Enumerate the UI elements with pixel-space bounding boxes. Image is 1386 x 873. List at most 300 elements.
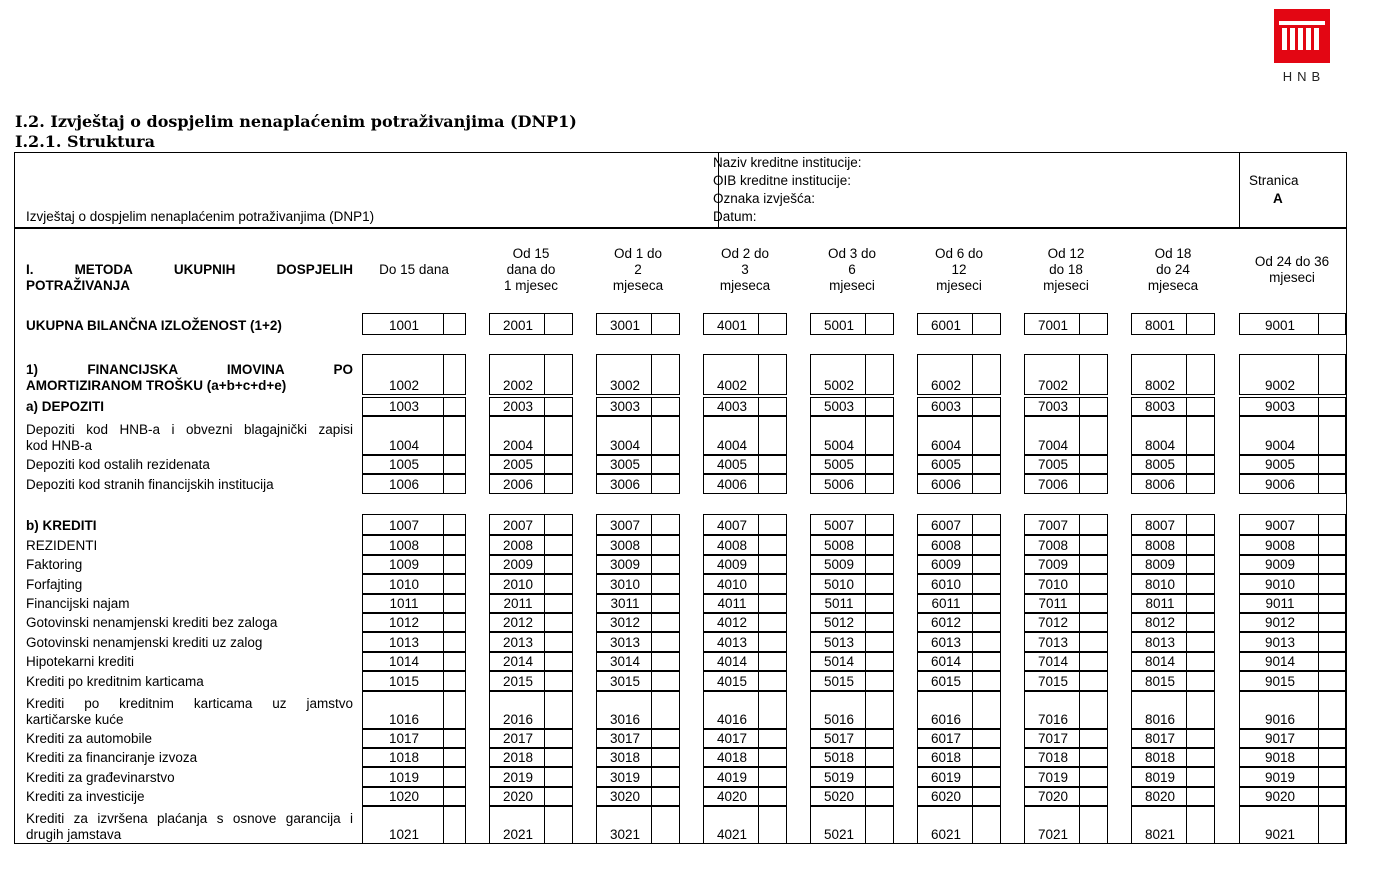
value-cell[interactable] <box>810 671 894 691</box>
value-cell[interactable] <box>1131 613 1215 632</box>
value-cell[interactable] <box>1239 416 1346 455</box>
value-cell[interactable] <box>703 474 787 494</box>
value-cell[interactable] <box>596 806 680 844</box>
item-code: 4002 <box>716 378 748 393</box>
value-cell[interactable] <box>703 416 787 455</box>
cell-divider <box>1318 355 1319 394</box>
value-cell[interactable] <box>810 691 894 729</box>
item-code: 7021 <box>1037 827 1069 842</box>
item-code: 3012 <box>609 615 641 630</box>
value-cell[interactable] <box>703 397 787 416</box>
cell-divider <box>758 730 759 747</box>
item-code: 3009 <box>609 557 641 572</box>
value-cell[interactable] <box>489 574 573 594</box>
value-cell[interactable] <box>1024 748 1108 767</box>
item-code: 5012 <box>823 615 855 630</box>
value-cell[interactable] <box>1024 313 1108 335</box>
item-code: 8011 <box>1145 596 1175 611</box>
value-cell[interactable] <box>596 748 680 767</box>
row-label-line: Krediti po kreditnim karticama uz jamstvo <box>26 696 353 711</box>
value-cell[interactable] <box>1239 691 1346 729</box>
value-cell[interactable] <box>362 455 466 474</box>
item-code: 6016 <box>930 712 962 727</box>
value-cell[interactable] <box>917 632 1001 652</box>
value-cell[interactable] <box>489 671 573 691</box>
value-cell[interactable] <box>810 313 894 335</box>
value-cell[interactable] <box>917 555 1001 574</box>
item-code: 7017 <box>1037 731 1069 746</box>
value-cell[interactable] <box>1131 691 1215 729</box>
value-cell[interactable] <box>917 767 1001 787</box>
value-cell[interactable] <box>1024 806 1108 844</box>
item-code: 1019 <box>388 770 420 785</box>
value-cell[interactable] <box>489 354 573 395</box>
cell-divider <box>758 749 759 766</box>
cell-divider <box>758 633 759 651</box>
value-cell[interactable] <box>703 767 787 787</box>
cell-divider <box>544 417 545 454</box>
cell-divider <box>651 807 652 843</box>
value-cell[interactable] <box>1024 671 1108 691</box>
value-cell[interactable] <box>1239 748 1346 767</box>
item-code: 5002 <box>823 378 855 393</box>
value-cell[interactable] <box>703 354 787 395</box>
row-label-line: UKUPNA BILANČNA IZLOŽENOST (1+2) <box>26 318 282 333</box>
value-cell[interactable] <box>703 555 787 574</box>
item-code: 2001 <box>502 318 534 333</box>
value-cell[interactable] <box>917 455 1001 474</box>
item-code: 3020 <box>609 789 641 804</box>
row-label-line: REZIDENTI <box>26 538 98 553</box>
column-header <box>685 246 805 294</box>
value-cell[interactable] <box>362 397 466 416</box>
cell-divider <box>1318 768 1319 786</box>
value-cell[interactable] <box>362 691 466 729</box>
value-cell[interactable] <box>596 632 680 652</box>
value-cell[interactable] <box>489 594 573 613</box>
cell-divider <box>651 556 652 573</box>
value-cell[interactable] <box>1239 632 1346 652</box>
value-cell[interactable] <box>1024 574 1108 594</box>
oib-label: OIB kreditne institucije: <box>713 173 852 188</box>
value-cell[interactable] <box>362 416 466 455</box>
value-cell[interactable] <box>1131 632 1215 652</box>
value-cell[interactable] <box>596 313 680 335</box>
row-label-line: Hipotekarni krediti <box>26 654 135 669</box>
column-header-line: Od 12 <box>1047 246 1085 261</box>
value-cell[interactable] <box>1131 555 1215 574</box>
cell-divider <box>651 456 652 473</box>
cell-divider <box>1318 730 1319 747</box>
cell-divider <box>972 475 973 493</box>
value-cell[interactable] <box>810 652 894 671</box>
value-cell[interactable] <box>703 455 787 474</box>
value-cell[interactable] <box>1239 767 1346 787</box>
item-code: 7012 <box>1037 615 1069 630</box>
item-code: 6010 <box>930 577 962 592</box>
value-cell[interactable] <box>1024 535 1108 555</box>
value-cell[interactable] <box>489 535 573 555</box>
value-cell[interactable] <box>1131 787 1215 806</box>
value-cell[interactable] <box>810 474 894 494</box>
value-cell[interactable] <box>362 514 466 535</box>
item-code: 2006 <box>502 477 534 492</box>
row-label-line: Depoziti kod HNB-a i obvezni blagajnički zapisi <box>26 422 353 437</box>
cell-divider <box>1318 595 1319 612</box>
value-cell[interactable] <box>703 748 787 767</box>
value-cell[interactable] <box>703 574 787 594</box>
value-cell[interactable] <box>362 535 466 555</box>
value-cell[interactable] <box>917 594 1001 613</box>
value-cell[interactable] <box>596 613 680 632</box>
value-cell[interactable] <box>917 514 1001 535</box>
value-cell[interactable] <box>917 729 1001 748</box>
value-cell[interactable] <box>703 652 787 671</box>
column-header-line: do 18 <box>1049 262 1083 277</box>
item-code: 3008 <box>609 538 641 553</box>
value-cell[interactable] <box>1024 729 1108 748</box>
value-cell[interactable] <box>1024 767 1108 787</box>
value-cell[interactable] <box>1131 671 1215 691</box>
institution-name-label: Naziv kreditne institucije: <box>713 155 862 170</box>
value-cell[interactable] <box>810 729 894 748</box>
row-label <box>26 789 353 805</box>
value-cell[interactable] <box>1131 474 1215 494</box>
value-cell[interactable] <box>489 729 573 748</box>
item-code: 5013 <box>823 635 855 650</box>
value-cell[interactable] <box>489 652 573 671</box>
cell-divider <box>651 692 652 728</box>
value-cell[interactable] <box>489 806 573 844</box>
item-code: 6006 <box>930 477 962 492</box>
value-cell[interactable] <box>489 691 573 729</box>
cell-divider <box>972 768 973 786</box>
value-cell[interactable] <box>917 397 1001 416</box>
value-cell[interactable] <box>1024 613 1108 632</box>
value-cell[interactable] <box>1239 806 1346 844</box>
value-cell[interactable] <box>810 632 894 652</box>
value-cell[interactable] <box>489 416 573 455</box>
value-cell[interactable] <box>810 455 894 474</box>
item-code: 7007 <box>1037 518 1069 533</box>
value-cell[interactable] <box>917 416 1001 455</box>
value-cell[interactable] <box>1239 555 1346 574</box>
value-cell[interactable] <box>917 354 1001 395</box>
value-cell[interactable] <box>810 613 894 632</box>
value-cell[interactable] <box>596 535 680 555</box>
item-code: 6009 <box>930 557 962 572</box>
value-cell[interactable] <box>489 455 573 474</box>
value-cell[interactable] <box>596 397 680 416</box>
value-cell[interactable] <box>596 416 680 455</box>
cell-divider <box>544 672 545 690</box>
row-label-line: Krediti za izvršena plaćanja s osnove garancija i <box>26 811 353 826</box>
value-cell[interactable] <box>596 574 680 594</box>
item-code: 7008 <box>1037 538 1069 553</box>
cell-divider <box>651 536 652 554</box>
value-cell[interactable] <box>1239 313 1346 335</box>
value-cell[interactable] <box>810 574 894 594</box>
row-label-line: Krediti po kreditnim karticama <box>26 674 204 689</box>
row-label-line: Depoziti kod ostalih rezidenata <box>26 457 210 472</box>
value-cell[interactable] <box>362 632 466 652</box>
cell-divider <box>865 807 866 843</box>
value-cell[interactable] <box>362 613 466 632</box>
item-code: 3015 <box>609 674 641 689</box>
value-cell[interactable] <box>1131 748 1215 767</box>
value-cell[interactable] <box>362 574 466 594</box>
item-code: 2021 <box>502 827 534 842</box>
value-cell[interactable] <box>703 632 787 652</box>
value-cell[interactable] <box>362 729 466 748</box>
value-cell[interactable] <box>1239 574 1346 594</box>
value-cell[interactable] <box>596 729 680 748</box>
cell-divider <box>443 515 444 534</box>
cell-divider <box>972 633 973 651</box>
value-cell[interactable] <box>1131 416 1215 455</box>
cell-divider <box>443 633 444 651</box>
value-cell[interactable] <box>596 474 680 494</box>
value-cell[interactable] <box>596 652 680 671</box>
value-cell[interactable] <box>489 474 573 494</box>
item-code: 1012 <box>388 615 420 630</box>
value-cell[interactable] <box>1239 535 1346 555</box>
value-cell[interactable] <box>917 574 1001 594</box>
value-cell[interactable] <box>810 594 894 613</box>
value-cell[interactable] <box>1131 729 1215 748</box>
cell-divider <box>1318 807 1319 843</box>
item-code: 5021 <box>823 827 855 842</box>
value-cell[interactable] <box>703 729 787 748</box>
value-cell[interactable] <box>810 748 894 767</box>
item-code: 9013 <box>1264 635 1296 650</box>
cell-divider <box>1186 768 1187 786</box>
value-cell[interactable] <box>917 787 1001 806</box>
item-code: 6003 <box>930 399 962 414</box>
value-cell[interactable] <box>1024 632 1108 652</box>
value-cell[interactable] <box>917 806 1001 844</box>
cell-divider <box>1318 575 1319 593</box>
value-cell[interactable] <box>489 514 573 535</box>
value-cell[interactable] <box>1024 514 1108 535</box>
value-cell[interactable] <box>596 691 680 729</box>
value-cell[interactable] <box>917 535 1001 555</box>
value-cell[interactable] <box>596 354 680 395</box>
item-code: 1020 <box>388 789 420 804</box>
value-cell[interactable] <box>1239 397 1346 416</box>
cell-divider <box>1318 614 1319 631</box>
value-cell[interactable] <box>1024 455 1108 474</box>
row-label-line: kod HNB-a <box>26 438 93 453</box>
value-cell[interactable] <box>489 555 573 574</box>
value-cell[interactable] <box>1024 555 1108 574</box>
value-cell[interactable] <box>703 594 787 613</box>
value-cell[interactable] <box>489 397 573 416</box>
value-cell[interactable] <box>810 806 894 844</box>
value-cell[interactable] <box>489 787 573 806</box>
value-cell[interactable] <box>1131 397 1215 416</box>
section-title: I.2. Izvještaj o dospjelim nenaplaćenim potraživanjima (DNP1) <box>15 112 577 131</box>
cell-divider <box>1079 768 1080 786</box>
value-cell[interactable] <box>362 671 466 691</box>
value-cell[interactable] <box>810 354 894 395</box>
item-code: 1005 <box>388 457 420 472</box>
value-cell[interactable] <box>810 787 894 806</box>
item-code: 2016 <box>502 712 534 727</box>
cell-divider <box>865 730 866 747</box>
value-cell[interactable] <box>596 594 680 613</box>
cell-divider <box>972 575 973 593</box>
value-cell[interactable] <box>489 748 573 767</box>
value-cell[interactable] <box>489 313 573 335</box>
value-cell[interactable] <box>362 748 466 767</box>
cell-divider <box>865 575 866 593</box>
value-cell[interactable] <box>1024 354 1108 395</box>
item-code: 1021 <box>388 827 420 842</box>
row-label <box>26 731 353 747</box>
value-cell[interactable] <box>1024 474 1108 494</box>
cell-divider <box>651 314 652 334</box>
item-code: 6015 <box>930 674 962 689</box>
item-code: 7009 <box>1037 557 1069 572</box>
value-cell[interactable] <box>1131 535 1215 555</box>
value-cell[interactable] <box>1239 729 1346 748</box>
value-cell[interactable] <box>362 354 466 395</box>
value-cell[interactable] <box>596 555 680 574</box>
value-cell[interactable] <box>1024 594 1108 613</box>
item-code: 3005 <box>609 457 641 472</box>
value-cell[interactable] <box>703 671 787 691</box>
value-cell[interactable] <box>489 632 573 652</box>
value-cell[interactable] <box>703 613 787 632</box>
report-code-label: Oznaka izvješća: <box>713 191 816 206</box>
item-code: 7014 <box>1037 654 1069 669</box>
cell-divider <box>865 475 866 493</box>
cell-divider <box>544 556 545 573</box>
item-code: 9017 <box>1264 731 1296 746</box>
value-cell[interactable] <box>1239 455 1346 474</box>
value-cell[interactable] <box>1239 652 1346 671</box>
value-cell[interactable] <box>362 555 466 574</box>
value-cell[interactable] <box>1024 652 1108 671</box>
value-cell[interactable] <box>1131 652 1215 671</box>
value-cell[interactable] <box>1239 613 1346 632</box>
value-cell[interactable] <box>362 652 466 671</box>
row-label <box>26 422 353 454</box>
value-cell[interactable] <box>810 397 894 416</box>
cell-divider <box>651 768 652 786</box>
value-cell[interactable] <box>917 474 1001 494</box>
row-label <box>26 654 353 670</box>
value-cell[interactable] <box>362 474 466 494</box>
value-cell[interactable] <box>810 514 894 535</box>
value-cell[interactable] <box>810 767 894 787</box>
item-code: 8018 <box>1144 750 1176 765</box>
value-cell[interactable] <box>1131 514 1215 535</box>
item-code: 8019 <box>1144 770 1176 785</box>
value-cell[interactable] <box>917 652 1001 671</box>
value-cell[interactable] <box>703 691 787 729</box>
value-cell[interactable] <box>1131 354 1215 395</box>
value-cell[interactable] <box>917 613 1001 632</box>
value-cell[interactable] <box>489 767 573 787</box>
item-code: 4005 <box>716 457 748 472</box>
value-cell[interactable] <box>1239 514 1346 535</box>
cell-divider <box>1186 595 1187 612</box>
value-cell[interactable] <box>810 416 894 455</box>
value-cell[interactable] <box>1131 574 1215 594</box>
value-cell[interactable] <box>1024 416 1108 455</box>
value-cell[interactable] <box>596 787 680 806</box>
hnb-logo-text: HNB <box>1282 69 1326 84</box>
value-cell[interactable] <box>917 691 1001 729</box>
row-label <box>26 518 353 534</box>
value-cell[interactable] <box>917 748 1001 767</box>
value-cell[interactable] <box>917 671 1001 691</box>
cell-divider <box>443 475 444 493</box>
value-cell[interactable] <box>810 535 894 555</box>
value-cell[interactable] <box>1131 594 1215 613</box>
cell-divider <box>443 556 444 573</box>
item-code: 5011 <box>824 596 854 611</box>
cell-divider <box>972 749 973 766</box>
cell-divider <box>972 595 973 612</box>
cell-divider <box>1079 314 1080 334</box>
value-cell[interactable] <box>1131 767 1215 787</box>
column-header <box>578 246 698 294</box>
value-cell[interactable] <box>362 806 466 844</box>
cell-divider <box>1318 672 1319 690</box>
value-cell[interactable] <box>596 455 680 474</box>
value-cell[interactable] <box>1131 806 1215 844</box>
value-cell[interactable] <box>362 767 466 787</box>
value-cell[interactable] <box>703 313 787 335</box>
item-code: 6005 <box>930 457 962 472</box>
page-value: A <box>1273 191 1283 206</box>
value-cell[interactable] <box>1239 671 1346 691</box>
report-header-box <box>14 152 1347 228</box>
value-cell[interactable] <box>1239 474 1346 494</box>
value-cell[interactable] <box>1131 313 1215 335</box>
value-cell[interactable] <box>1239 787 1346 806</box>
value-cell[interactable] <box>703 514 787 535</box>
value-cell[interactable] <box>703 535 787 555</box>
value-cell[interactable] <box>810 555 894 574</box>
value-cell[interactable] <box>1024 397 1108 416</box>
value-cell[interactable] <box>596 514 680 535</box>
value-cell[interactable] <box>1024 691 1108 729</box>
value-cell[interactable] <box>1024 787 1108 806</box>
cell-divider <box>1318 653 1319 670</box>
value-cell[interactable] <box>1239 594 1346 613</box>
value-cell[interactable] <box>362 787 466 806</box>
value-cell[interactable] <box>489 613 573 632</box>
cell-divider <box>1186 788 1187 805</box>
cell-divider <box>865 536 866 554</box>
item-code: 4014 <box>716 654 748 669</box>
value-cell[interactable] <box>1239 354 1346 395</box>
value-cell[interactable] <box>362 313 466 335</box>
cell-divider <box>758 595 759 612</box>
value-cell[interactable] <box>362 594 466 613</box>
value-cell[interactable] <box>1131 455 1215 474</box>
value-cell[interactable] <box>703 787 787 806</box>
value-cell[interactable] <box>917 313 1001 335</box>
value-cell[interactable] <box>596 671 680 691</box>
value-cell[interactable] <box>596 767 680 787</box>
row-label <box>26 362 353 394</box>
value-cell[interactable] <box>703 806 787 844</box>
